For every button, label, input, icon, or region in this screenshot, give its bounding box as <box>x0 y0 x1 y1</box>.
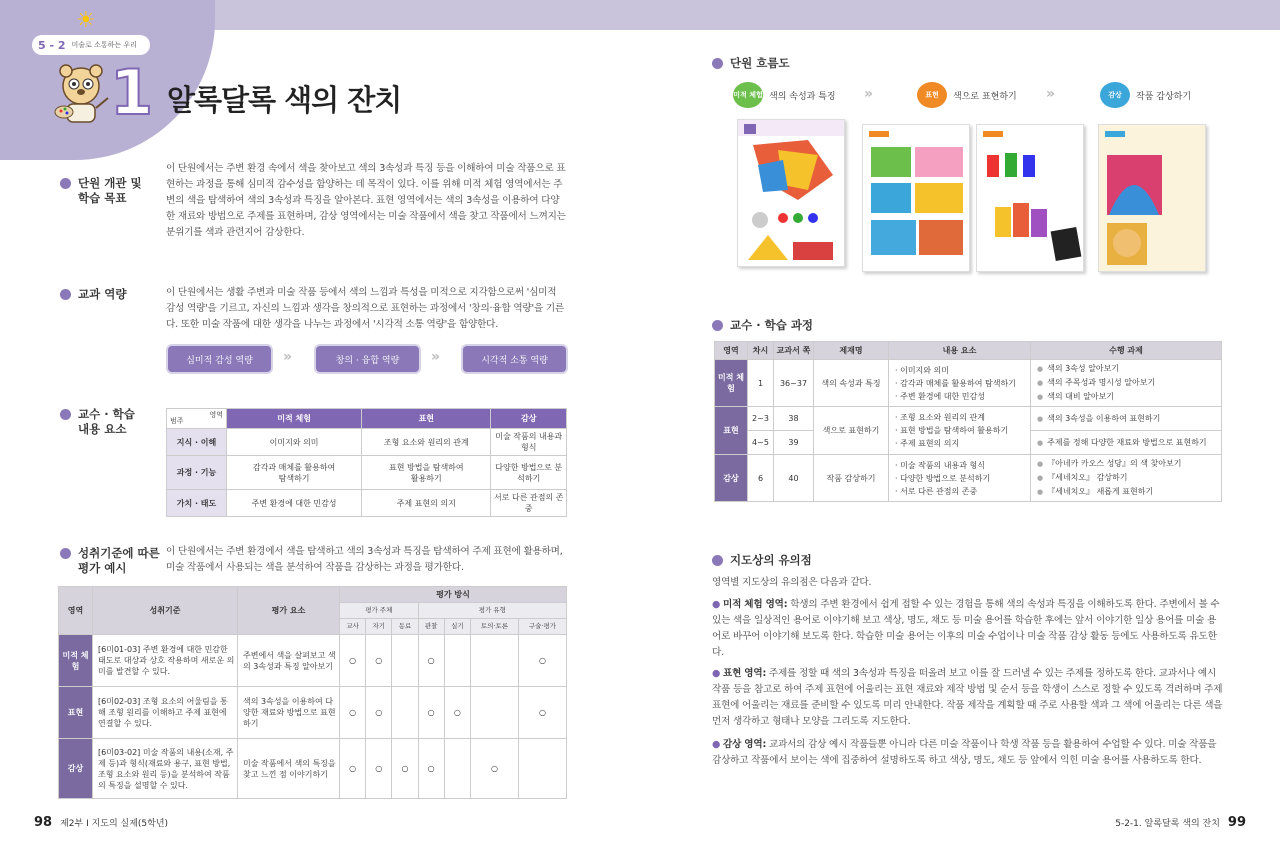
mark-cell: ○ <box>366 739 392 799</box>
bullet-icon: ● <box>712 668 721 679</box>
table-cell <box>889 455 1031 502</box>
flow-step-label: 색으로 표현하기 <box>953 91 1017 102</box>
footer-left <box>34 815 168 830</box>
table-cell: 표현 방법을 탐색하여 활용하기 <box>362 456 491 490</box>
column-header: 교과서 쪽 <box>774 342 814 360</box>
column-header: 차시 <box>748 342 774 360</box>
guidance-label: 감상 영역: <box>723 739 767 750</box>
sun-icon: ☀ <box>76 8 96 33</box>
mark-cell: ○ <box>366 687 392 739</box>
task-item: ● 주제를 정해 다양한 재료와 방법으로 표현하기 <box>1037 436 1219 450</box>
competency-heading-text: 교과 역량 <box>78 287 127 301</box>
mark-cell: ○ <box>518 687 566 739</box>
table-row <box>59 739 567 799</box>
guidance-intro: 영역별 지도상의 유의점은 다음과 같다. <box>712 577 872 588</box>
column-header: 수행 과제 <box>1031 342 1222 360</box>
mark-cell: ○ <box>444 687 470 739</box>
table-row <box>167 456 567 490</box>
table-row <box>715 455 1222 502</box>
mark-cell: ○ <box>340 739 366 799</box>
guidance-heading <box>712 553 812 568</box>
column-header: 관찰 <box>418 619 444 635</box>
flow-heading-text: 단원 흐름도 <box>730 56 790 70</box>
table-cell: 38 <box>774 407 814 431</box>
table-row <box>59 687 567 739</box>
row-header: 미적 체험 <box>715 360 748 407</box>
process-heading <box>712 318 813 333</box>
table-cell: 주변에서 색을 살펴보고 색의 3속성과 특징 알아보기 <box>238 635 340 687</box>
guidance-text: 교과서의 감상 예시 작품들뿐 아니라 다른 미술 작품이나 학생 작품 등을 활용하여 수업할 수 있다. 미술 작품을 감상하고 작품에서 보이는 색에 집중하여 설명하도록 하고 색상, 명도, 채도 등 앞에서 익힌 미술 용어를 사용하도록 한다. <box>712 739 1217 766</box>
table-cell: 6 <box>748 455 774 502</box>
table-cell: 색으로 표현하기 <box>814 407 889 455</box>
table-cell: [6미03-02] 미술 작품의 내용(소재, 주제 등)과 형식(재료와 용구, 표현 방법, 조형 요소와 원리 등)을 분석하여 작품의 특징을 설명할 수 있다. <box>93 739 238 799</box>
guidance-label: 미적 체험 영역: <box>723 599 788 610</box>
column-header: 감상 <box>491 409 567 429</box>
page-number-right: 99 <box>1227 815 1246 830</box>
footer-right <box>1115 815 1246 830</box>
guidance-label: 표현 영역: <box>723 668 767 679</box>
table-cell: 39 <box>774 431 814 455</box>
mark-cell: ○ <box>340 635 366 687</box>
table-cell: 색의 3속성을 이용하여 다양한 재료와 방법으로 표현하기 <box>238 687 340 739</box>
mark-cell <box>470 687 518 739</box>
task-item: ● 『세네치오』 감상하기 <box>1037 471 1219 485</box>
row-header: 미적 체험 <box>59 635 93 687</box>
table-cell <box>889 407 1031 455</box>
textbook-page-thumbnail <box>862 124 970 272</box>
overview-heading <box>60 176 142 206</box>
column-header: 제재명 <box>814 342 889 360</box>
overview-text: 이 단원에서는 주변 환경 속에서 색을 찾아보고 색의 3속성과 특징 등을 이해하여 미술 작품으로 표현하는 과정을 통해 심미적 감수성을 함양하는 데 목적이 있다. 이를 위해 미적 체험 영역에서는 주변의 색을 탐색하여 색의 3속성과 특징을 알아본다. 표현 영역에서는 색의 3속성을 이용하여 다양한 재료와 방법으로 주제를 표현하며, 감상 영역에서는 미술 작품에서 색을 찾고 작품에서 느껴지는 분위기를 색과 관련지어 감상한다. <box>166 163 566 238</box>
table-cell: 40 <box>774 455 814 502</box>
row-header: 표현 <box>59 687 93 739</box>
expression-badge-icon: 표현 <box>917 82 947 108</box>
column-header: 영역 <box>715 342 748 360</box>
table-cell: 이미지와 의미 <box>227 429 362 456</box>
column-header: 성취기준 <box>93 587 238 635</box>
task-item: ● 색의 3속성을 이용하여 표현하기 <box>1037 412 1219 426</box>
section-bullet-icon <box>712 555 723 566</box>
mascot-illustration-icon <box>52 62 110 124</box>
lesson-number: 1 <box>110 56 154 129</box>
content-item: · 감각과 매체를 활용하여 탐색하기 <box>895 378 1016 388</box>
table-cell <box>1031 407 1222 431</box>
competency-text: 이 단원에서는 생활 주변과 미술 작품 등에서 색의 느낌과 특성을 미적으로 지각함으로써 '심미적 감성 역량'을 기르고, 자신의 느낌과 생각을 창의적으로 표현하는 과정에서 '창의·융합 역량'을 기른다. 또한 미술 작품에 대한 생각을 나누는 과정에서 '시각적 소통 역량'을 함양한다. <box>166 287 564 330</box>
mark-cell: ○ <box>392 739 418 799</box>
footer-right-text: 5-2-1. 알록달록 색의 잔치 <box>1115 819 1220 829</box>
section-bullet-icon <box>712 58 723 69</box>
row-header: 가치 · 태도 <box>167 490 227 517</box>
guidance-heading-text: 지도상의 유의점 <box>730 553 812 567</box>
experience-badge-icon: 미적 체험 <box>733 82 763 108</box>
mark-cell: ○ <box>470 739 518 799</box>
mark-cell: ○ <box>518 635 566 687</box>
evaluation-heading <box>60 546 160 576</box>
column-header: 토의·토론 <box>470 619 518 635</box>
table-cell: 작품 감상하기 <box>814 455 889 502</box>
table-cell <box>1031 455 1222 502</box>
unit-subtitle: 미술로 소통하는 우리 <box>71 41 137 49</box>
footer-left-text: 제2부 Ⅰ 지도의 실제(5학년) <box>60 819 169 829</box>
content-item: · 표현 방법을 탐색하여 활용하기 <box>895 426 1009 435</box>
content-item: · 서로 다른 관점의 존중 <box>895 486 978 496</box>
flow-step-experience <box>733 82 836 108</box>
mark-cell <box>392 635 418 687</box>
column-header: 평가 주체 <box>340 603 419 619</box>
table-cell: 서로 다른 관점의 존중 <box>491 490 567 517</box>
competency-aesthetic: 심미적 감성 역량 <box>168 346 271 372</box>
row-header: 표현 <box>715 407 748 455</box>
content-elements-heading-line2: 내용 요소 <box>78 422 127 436</box>
column-header: 동료 <box>392 619 418 635</box>
section-bullet-icon <box>60 178 71 189</box>
guidance-item-appreciation <box>712 737 1224 769</box>
table-cell: [6미01-03] 주변 환경에 대한 민감한 태도로 대상과 상호 작용하며 새로운 의미를 발견할 수 있다. <box>93 635 238 687</box>
table-row <box>59 635 567 687</box>
flow-step-label: 색의 속성과 특징 <box>769 91 836 102</box>
content-item: · 주제 표현의 의지 <box>895 439 960 448</box>
content-item: · 조형 요소와 원리의 관계 <box>895 413 985 422</box>
competency-creative: 창의 · 융합 역량 <box>316 346 419 372</box>
mark-cell <box>470 635 518 687</box>
section-bullet-icon <box>60 409 71 420</box>
mark-cell: ○ <box>366 635 392 687</box>
corner-bottom: 범주 <box>170 417 184 425</box>
bullet-icon: ● <box>712 599 721 610</box>
table-corner <box>167 409 227 429</box>
table-row <box>167 490 567 517</box>
table-row <box>715 407 1222 431</box>
content-elements-heading-line1: 교수 · 학습 <box>78 407 135 421</box>
column-header: 표현 <box>362 409 491 429</box>
row-header: 지식 · 이해 <box>167 429 227 456</box>
table-cell: 1 <box>748 360 774 407</box>
mark-cell <box>444 739 470 799</box>
guidance-text: 학생의 주변 환경에서 쉽게 접할 수 있는 경험을 통해 색의 속성과 특징을 이해하도록 한다. 주변에서 볼 수 있는 색을 일상적인 용어로 이야기해 보고 색상, 명도, 채도 등 미술 용어를 학습한 후에는 앞서 이야기한 일상 용어를 미술 용어로 바꾸어 이야기해 보도록 한다. 학습한 미술 용어는 이후의 미술 수업이나 미술 작품 감상 활동 등에도 사용하도록 유도한다. <box>712 599 1220 658</box>
flow-heading <box>712 56 790 71</box>
evaluation-table <box>58 586 567 799</box>
chevron-right-icon: » <box>864 86 874 102</box>
table-cell: 36~37 <box>774 360 814 407</box>
appreciation-badge-icon: 감상 <box>1100 82 1130 108</box>
table-cell: 4~5 <box>748 431 774 455</box>
column-header: 내용 요소 <box>889 342 1031 360</box>
row-header: 감상 <box>59 739 93 799</box>
column-header: 평가 요소 <box>238 587 340 635</box>
task-item: ● 『아네카 카오스 성당』의 색 찾아보기 <box>1037 457 1219 471</box>
table-cell: 다양한 방법으로 분석하기 <box>491 456 567 490</box>
row-header: 과정 · 기능 <box>167 456 227 490</box>
mark-cell <box>444 635 470 687</box>
column-header: 영역 <box>59 587 93 635</box>
table-cell: 2~3 <box>748 407 774 431</box>
column-header: 평가 방식 <box>340 587 567 603</box>
content-elements-table <box>166 408 567 517</box>
guidance-item-experience <box>712 597 1224 661</box>
task-item: ● 색의 3속성 알아보기 <box>1037 362 1219 376</box>
unit-code: 5 - 2 <box>38 38 66 52</box>
lesson-title: 알록달록 색의 잔치 <box>167 83 402 117</box>
mark-cell <box>392 687 418 739</box>
section-bullet-icon <box>60 289 71 300</box>
mark-cell: ○ <box>418 687 444 739</box>
textbook-page-thumbnail <box>976 124 1084 272</box>
column-header: 구술·평가 <box>518 619 566 635</box>
evaluation-heading-line2: 평가 예시 <box>78 561 127 575</box>
table-cell <box>1031 360 1222 407</box>
mark-cell: ○ <box>418 635 444 687</box>
mark-cell: ○ <box>418 739 444 799</box>
column-header: 실기 <box>444 619 470 635</box>
flow-step-label: 작품 감상하기 <box>1136 91 1192 102</box>
table-cell <box>889 360 1031 407</box>
table-cell: 색의 속성과 특징 <box>814 360 889 407</box>
section-bullet-icon <box>60 548 71 559</box>
competency-heading <box>60 287 126 302</box>
content-item: · 이미지와 의미 <box>895 365 949 375</box>
table-row <box>715 360 1222 407</box>
column-header: 미적 체험 <box>227 409 362 429</box>
table-row <box>167 429 567 456</box>
task-item: ● 색의 주목성과 명시성 알아보기 <box>1037 376 1219 390</box>
content-item: · 다양한 방법으로 분석하기 <box>895 473 991 483</box>
content-item: · 미술 작품의 내용과 형식 <box>895 460 985 470</box>
content-elements-heading <box>60 407 135 437</box>
overview-heading-line1: 단원 개관 및 <box>78 176 142 190</box>
table-cell: 미술 작품의 내용과 형식 <box>491 429 567 456</box>
column-header: 자기 <box>366 619 392 635</box>
textbook-page-thumbnail <box>1098 124 1206 272</box>
page-number-left: 98 <box>34 815 53 830</box>
task-item: ● 『세네치오』 새롭게 표현하기 <box>1037 485 1219 499</box>
textbook-page-thumbnail <box>737 119 845 267</box>
chevron-right-icon: » <box>431 349 441 365</box>
table-cell: 감각과 매체를 활용하여 탐색하기 <box>227 456 362 490</box>
competency-visual: 시각적 소통 역량 <box>463 346 566 372</box>
table-cell: [6미02-03] 조형 요소의 어울림을 통해 조형 원리를 이해하고 주제 표현에 연결할 수 있다. <box>93 687 238 739</box>
mark-cell: ○ <box>340 687 366 739</box>
column-header: 평가 유형 <box>418 603 566 619</box>
unit-pill <box>32 35 150 55</box>
chevron-right-icon: » <box>283 349 293 365</box>
table-cell: 미술 작품에서 색의 특징을 찾고 느낀 점 이야기하기 <box>238 739 340 799</box>
table-cell: 주제 표현의 의지 <box>362 490 491 517</box>
flow-step-appreciation <box>1100 82 1191 108</box>
flow-step-expression <box>917 82 1017 108</box>
process-table <box>714 341 1222 502</box>
evaluation-text: 이 단원에서는 주변 환경에서 색을 탐색하고 색의 3속성과 특징을 탐색하여 주제 표현에 활용하며, 미술 작품에서 사용되는 색을 분석하여 작품을 감상하는 과정을 평가한다. <box>166 546 563 573</box>
overview-heading-line2: 학습 목표 <box>78 191 127 205</box>
guidance-text: 주제를 정할 때 색의 3속성과 특징을 떠올려 보고 이를 잘 드러낼 수 있는 주제를 정하도록 한다. 교과서나 예시 작품 등을 참고로 하여 주제 표현에 어울리는 표현 재료와 제작 방법 및 순서 등을 학생이 스스로 정할 수 있도록 격려하며 주제 표현에 어울리는 재료를 준비할 수 있도록 미리 안내한다. 작품 제작을 계획할 때 주로 사용할 색과 그 색에 어울리는 다른 색을 먼저 생각하고 형태나 모양을 그리도록 지도한다. <box>712 668 1223 727</box>
task-item: ● 색의 대비 알아보기 <box>1037 390 1219 404</box>
evaluation-heading-line1: 성취기준에 따른 <box>78 546 160 560</box>
table-cell: 주변 환경에 대한 민감성 <box>227 490 362 517</box>
table-cell: 조형 요소와 원리의 관계 <box>362 429 491 456</box>
chevron-right-icon: » <box>1046 86 1056 102</box>
mark-cell <box>518 739 566 799</box>
section-bullet-icon <box>712 320 723 331</box>
table-cell <box>1031 431 1222 455</box>
process-heading-text: 교수 · 학습 과정 <box>730 318 814 332</box>
guidance-item-expression <box>712 666 1224 730</box>
row-header: 감상 <box>715 455 748 502</box>
corner-top: 영역 <box>209 411 223 419</box>
content-item: · 주변 환경에 대한 민감성 <box>895 391 985 401</box>
column-header: 교사 <box>340 619 366 635</box>
bullet-icon: ● <box>712 739 721 750</box>
